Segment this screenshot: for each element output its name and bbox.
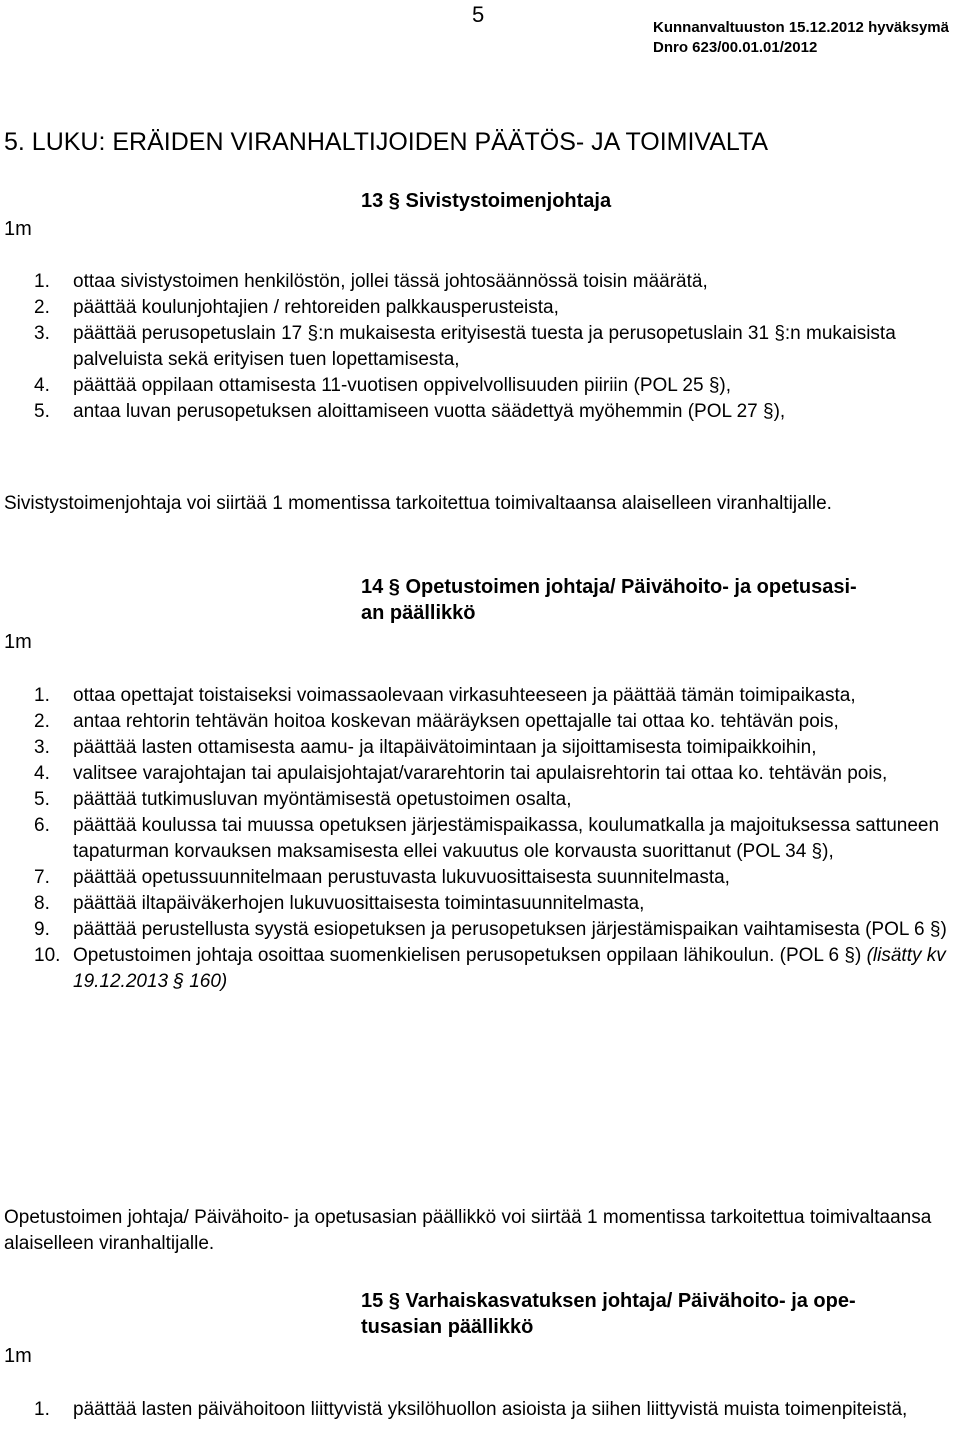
list-item — [28, 865, 954, 891]
moment-label: 1m — [4, 631, 32, 653]
item-text: päättää tutkimusluvan myöntämisestä opetustoimen osalta, — [73, 789, 572, 810]
header-record-number: Dnro 623/00.01.01/2012 — [653, 39, 818, 56]
list-item — [28, 709, 954, 735]
item-text: ottaa sivistystoimen henkilöstön, jollei tässä johtosäännössä toisin määrätä, — [73, 271, 708, 292]
heading-line: an päällikkö — [361, 602, 476, 624]
section-15-list — [28, 1397, 954, 1423]
item-text: päättää iltapäiväkerhojen lukuvuosittaisesta toimintasuunnitelmasta, — [73, 893, 645, 914]
item-number: 1. — [34, 685, 50, 706]
item-number: 3. — [34, 737, 50, 758]
item-number: 5. — [34, 401, 50, 422]
item-number: 9. — [34, 919, 50, 940]
section-15-heading — [361, 1288, 856, 1340]
item-text: päättää lasten ottamisesta aamu- ja iltapäivätoimintaan ja sijoittamisesta toimipaikkoihin, — [73, 737, 817, 758]
item-number: 1. — [34, 271, 50, 292]
heading-line: tusasian päällikkö — [361, 1316, 534, 1338]
chapter-title: 5. LUKU: ERÄIDEN VIRANHALTIJOIDEN PÄÄTÖS- JA TOIMIVALTA — [4, 128, 769, 156]
item-text: päättää perusopetuslain 17 §:n mukaisesta erityisestä tuesta ja perusopetuslain 31 §:n mukaisista palveluista sekä erityisen tuen lopettamisesta, — [73, 323, 896, 370]
section-13-list — [28, 269, 954, 425]
item-text: päättää opetussuunnitelmaan perustuvasta lukuvuosittaisesta suunnitelmasta, — [73, 867, 730, 888]
item-number: 6. — [34, 815, 50, 836]
item-text: ottaa opettajat toistaiseksi voimassaolevaan virkasuhteeseen ja päättää tämän toimipaikasta, — [73, 685, 856, 706]
list-item — [28, 813, 954, 865]
item-number: 8. — [34, 893, 50, 914]
list-item — [28, 1397, 954, 1423]
list-item — [28, 321, 954, 373]
item-text: päättää koulunjohtajien / rehtoreiden palkkausperusteista, — [73, 297, 559, 318]
moment-label: 1m — [4, 218, 32, 240]
item-text: antaa rehtorin tehtävän hoitoa koskevan määräyksen opettajalle tai ottaa ko. tehtävän pois, — [73, 711, 839, 732]
section-14-closing: Opetustoimen johtaja/ Päivähoito- ja opetusasian päällikkö voi siirtää 1 momentissa tarkoitettua toimivaltaansa alaiselleen viranhaltijalle. — [4, 1207, 932, 1254]
page-number: 5 — [472, 2, 485, 27]
item-number: 5. — [34, 789, 50, 810]
item-number: 4. — [34, 763, 50, 784]
list-item — [28, 399, 954, 425]
section-13-closing: Sivistystoimenjohtaja voi siirtää 1 momentissa tarkoitettua toimivaltaansa alaiselleen viranhaltijalle. — [4, 493, 832, 514]
section-13-heading — [361, 188, 611, 214]
section-14-heading — [361, 574, 857, 626]
list-item — [28, 683, 954, 709]
item-text: päättää koulussa tai muussa opetuksen järjestämispaikassa, koulumatkalla ja majoituksessa sattuneen tapaturman korvauksen maksamisesta ellei vakuutus ole korvausta suorittanut (POL 34 §), — [73, 815, 940, 862]
list-item — [28, 295, 954, 321]
list-item — [28, 735, 954, 761]
item-text: valitsee varajohtajan tai apulaisjohtajat/vararehtorin tai apulaisrehtorin tai ottaa ko. tehtävän pois, — [73, 763, 888, 784]
item-number: 7. — [34, 867, 50, 888]
list-item — [28, 891, 954, 917]
list-item — [28, 761, 954, 787]
heading-line: 13 § Sivistystoimenjohtaja — [361, 190, 612, 212]
header-approval-line: Kunnanvaltuuston 15.12.2012 hyväksymä — [653, 19, 949, 36]
item-text: antaa luvan perusopetuksen aloittamiseen vuotta säädettyä myöhemmin (POL 27 §), — [73, 401, 786, 422]
item-text: päättää perustellusta syystä esiopetuksen ja perusopetuksen järjestämispaikan vaihtamisesta (POL 6 §) — [73, 919, 947, 940]
heading-line: 14 § Opetustoimen johtaja/ Päivähoito- ja opetusasi- — [361, 576, 857, 598]
list-item — [28, 787, 954, 813]
list-item — [28, 943, 954, 995]
item-number: 4. — [34, 375, 50, 396]
item-text: Opetustoimen johtaja osoittaa suomenkielisen perusopetuksen oppilaan lähikoulun. (POL 6 §) — [73, 945, 867, 966]
item-number: 2. — [34, 297, 50, 318]
item-number: 3. — [34, 323, 50, 344]
list-item — [28, 917, 954, 943]
section-14-list — [28, 683, 954, 995]
item-number: 1. — [34, 1399, 50, 1420]
heading-line: 15 § Varhaiskasvatuksen johtaja/ Päivähoito- ja ope- — [361, 1290, 856, 1312]
list-item — [28, 373, 954, 399]
item-text: päättää lasten päivähoitoon liittyvistä yksilöhuollon asioista ja siihen liittyvistä muista toimenpiteistä, — [73, 1399, 908, 1420]
item-number: 10. — [34, 945, 61, 966]
list-item — [28, 269, 954, 295]
item-text: päättää oppilaan ottamisesta 11-vuotisen oppivelvollisuuden piiriin (POL 25 §), — [73, 375, 732, 396]
moment-label: 1m — [4, 1345, 32, 1367]
item-number: 2. — [34, 711, 50, 732]
amendment-note: (lisätty kv 19.12.2013 § 160) — [73, 945, 946, 992]
